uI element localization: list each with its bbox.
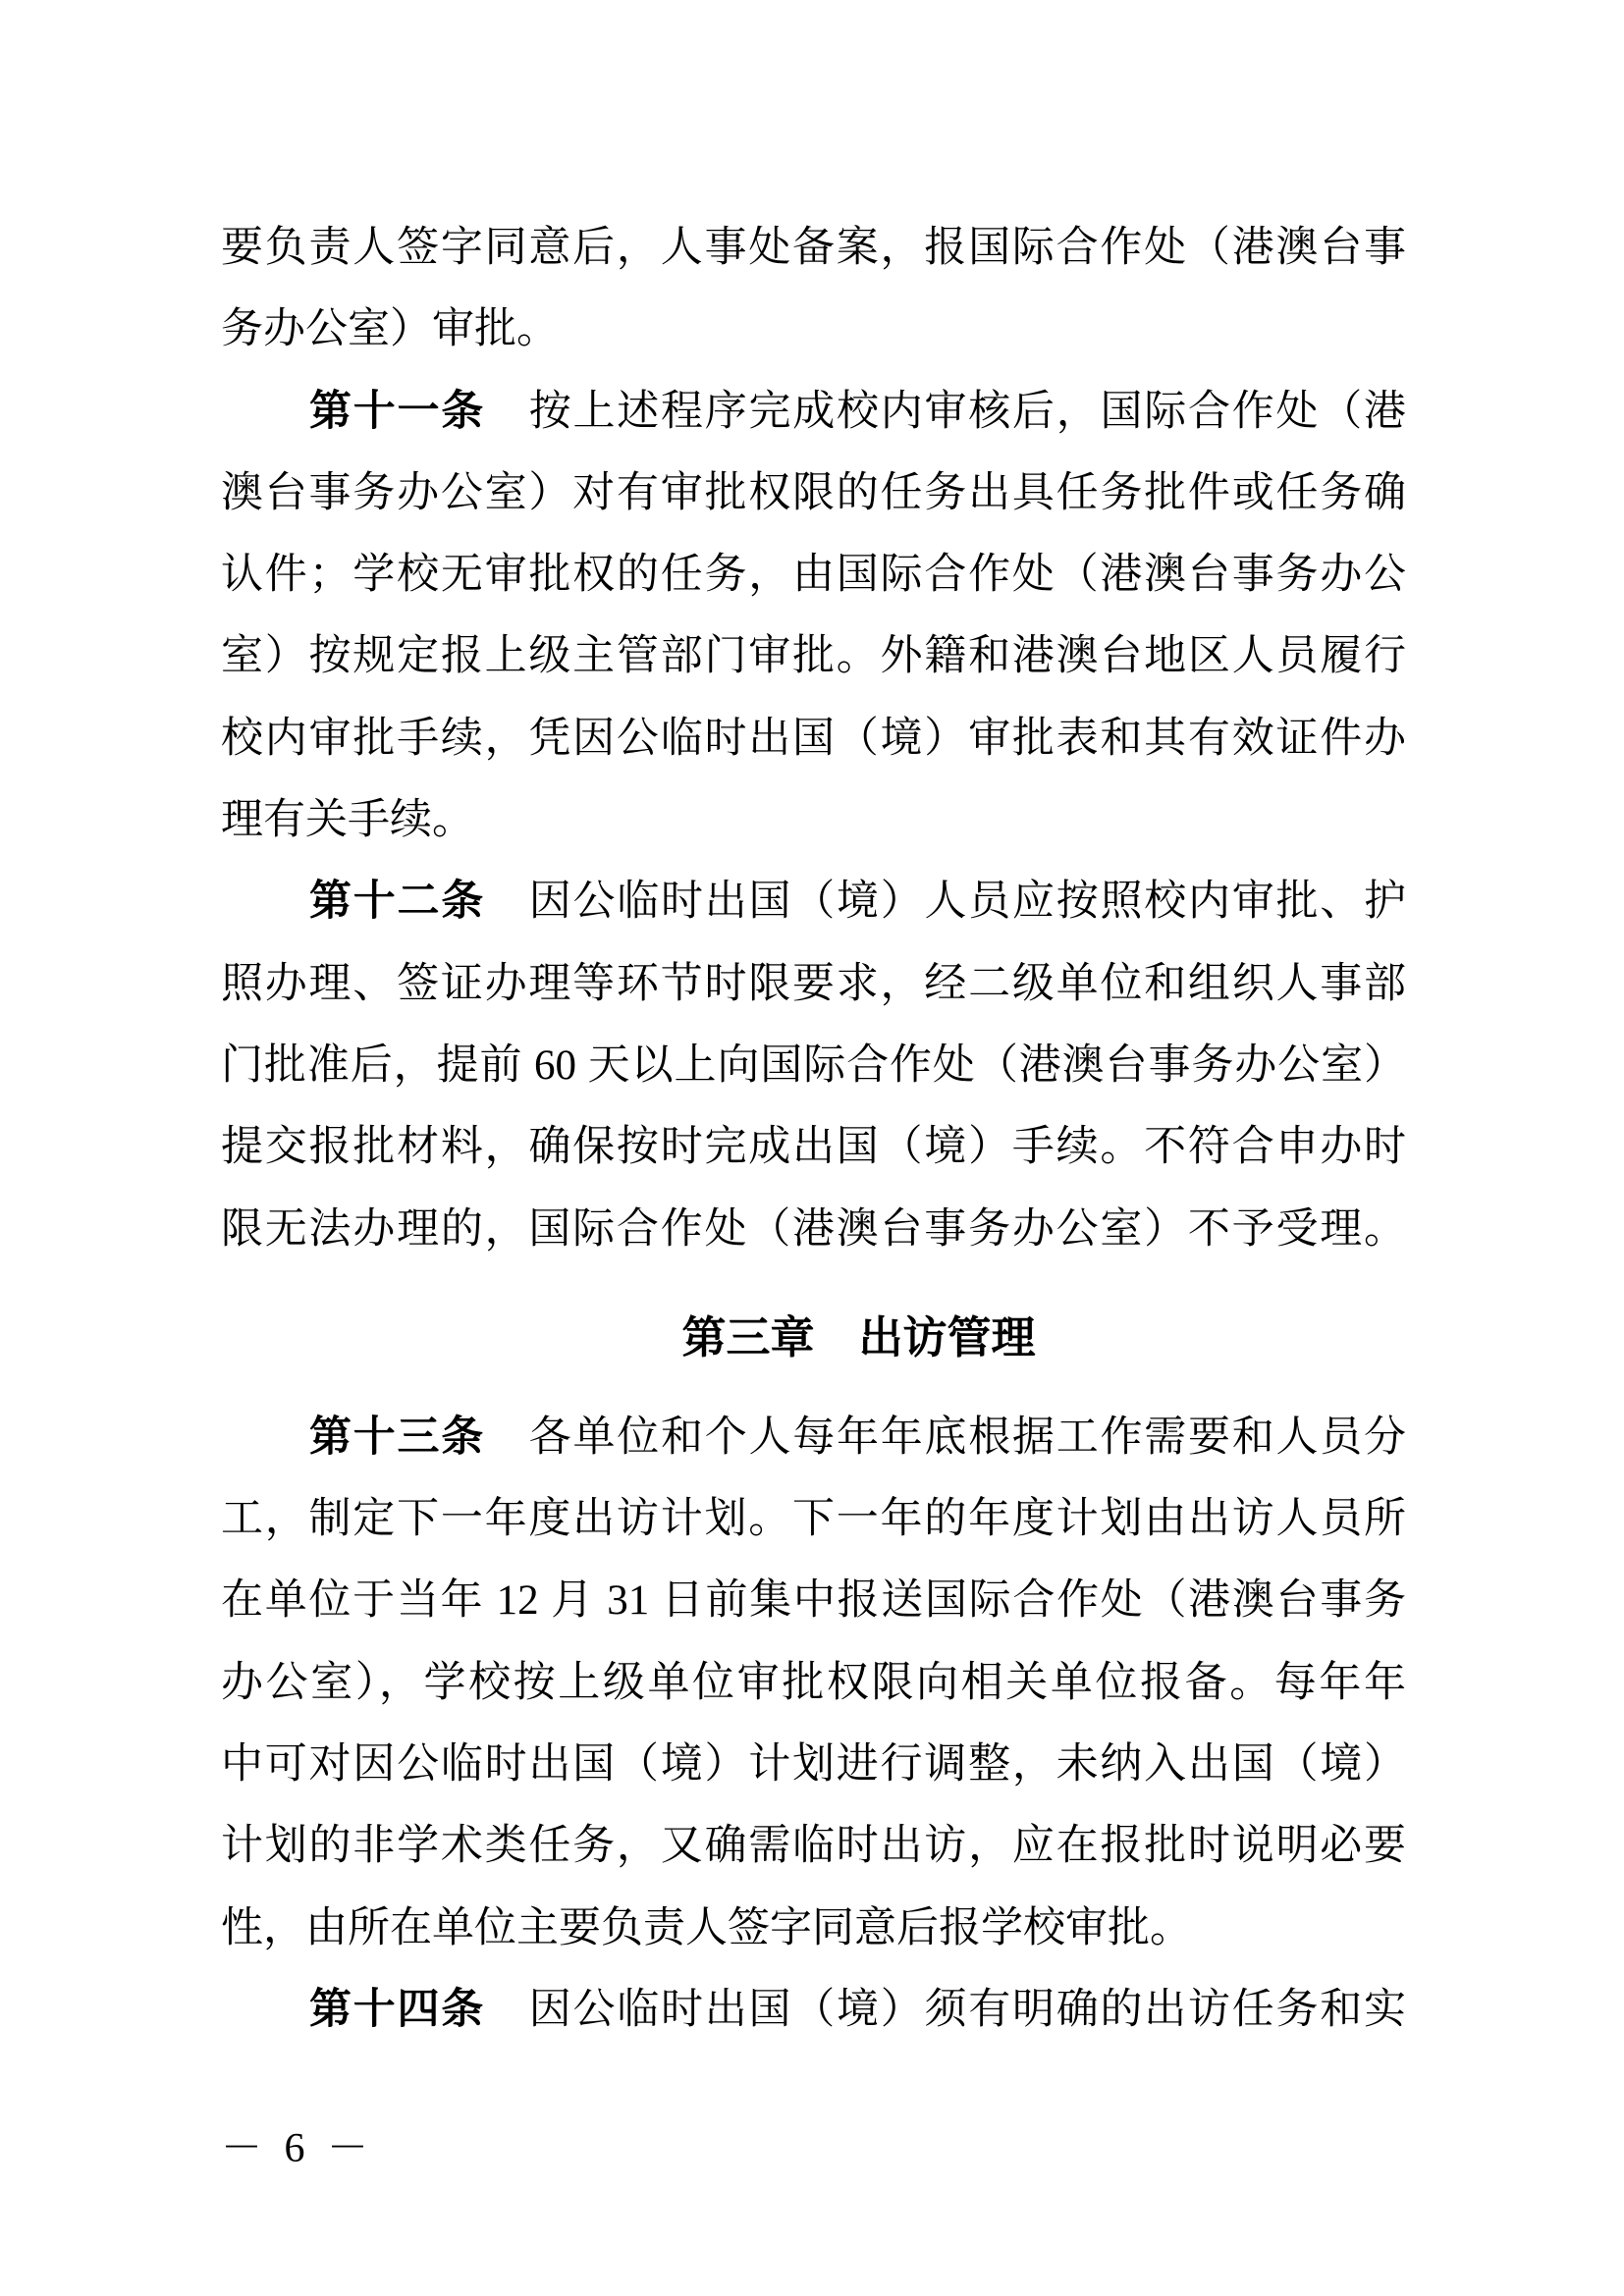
article-number-label: 第十四条 xyxy=(309,1986,485,2033)
line-text: 照办理、签证办理等环节时限要求，经二级单位和组织人事部 xyxy=(221,960,1406,1007)
text-line xyxy=(221,1642,1406,1724)
text-line xyxy=(221,779,1406,861)
text-line xyxy=(221,615,1406,697)
article-number-label: 第十三条 xyxy=(309,1414,485,1461)
line-text: 因公临时出国（境）须有明确的出访任务和实 xyxy=(485,1986,1406,2033)
line-text: 工，制定下一年度出访计划。下一年的年度计划由出访人员所 xyxy=(221,1496,1406,1543)
text-line xyxy=(221,1189,1406,1270)
line-text: 中可对因公临时出国（境）计划进行调整，未纳入出国（境） xyxy=(221,1741,1406,1789)
text-line xyxy=(221,1025,1406,1106)
line-text: 认件；学校无审批权的任务，由国际合作处（港澳台事务办公 xyxy=(221,552,1406,599)
line-text: 澳台事务办公室）对有审批权限的任务出具任务批件或任务确 xyxy=(221,469,1406,516)
text-line xyxy=(221,1106,1406,1188)
line-text: 校内审批手续，凭因公临时出国（境）审批表和其有效证件办 xyxy=(221,715,1406,762)
line-text: 室）按规定报上级主管部门审批。外籍和港澳台地区人员履行 xyxy=(221,633,1406,680)
text-line xyxy=(221,943,1406,1025)
line-text: 办公室），学校按上级单位审批权限向相关单位报备。每年年 xyxy=(221,1659,1406,1706)
line-text: 理有关手续。 xyxy=(221,797,474,844)
line-text: 务办公室）审批。 xyxy=(221,306,559,353)
line-text: 因公临时出国（境）人员应按照校内审批、护 xyxy=(485,879,1406,926)
text-line xyxy=(221,453,1406,534)
text-line xyxy=(221,1805,1406,1887)
page-body xyxy=(221,207,1406,2051)
text-line xyxy=(221,698,1406,779)
line-text: 按上述程序完成校内审核后，国际合作处（港 xyxy=(485,388,1406,435)
text-line xyxy=(221,1478,1406,1560)
line-text: 门批准后，提前 60 天以上向国际合作处（港澳台事务办公室） xyxy=(221,1041,1406,1089)
text-line-article-12 xyxy=(221,861,1406,942)
text-line-article-11 xyxy=(221,371,1406,453)
text-line xyxy=(221,289,1406,370)
line-text: 各单位和个人每年年底根据工作需要和人员分 xyxy=(485,1414,1406,1461)
line-text: 提交报批材料，确保按时完成出国（境）手续。不符合申办时 xyxy=(221,1124,1406,1171)
text-line-article-13 xyxy=(221,1397,1406,1478)
line-text: 要负责人签字同意后，人事处备案，报国际合作处（港澳台事 xyxy=(221,225,1406,271)
text-line xyxy=(221,207,1406,289)
article-number-label: 第十一条 xyxy=(309,388,485,435)
page-number: － 6 － xyxy=(221,2126,375,2171)
line-text: 性，由所在单位主要负责人签字同意后报学校审批。 xyxy=(221,1904,1192,1951)
text-line xyxy=(221,1724,1406,1805)
text-line xyxy=(221,1560,1406,1641)
text-line-article-14 xyxy=(221,1969,1406,2051)
text-line xyxy=(221,1888,1406,1969)
chapter-heading: 第三章 出访管理 xyxy=(681,1312,1036,1362)
line-text: 在单位于当年 12 月 31 日前集中报送国际合作处（港澳台事务 xyxy=(221,1577,1406,1625)
text-line xyxy=(221,534,1406,615)
article-number-label: 第十二条 xyxy=(309,879,485,926)
line-text: 计划的非学术类任务，又确需临时出访，应在报批时说明必要 xyxy=(221,1823,1406,1870)
line-text: 限无法办理的，国际合作处（港澳台事务办公室）不予受理。 xyxy=(221,1205,1406,1253)
